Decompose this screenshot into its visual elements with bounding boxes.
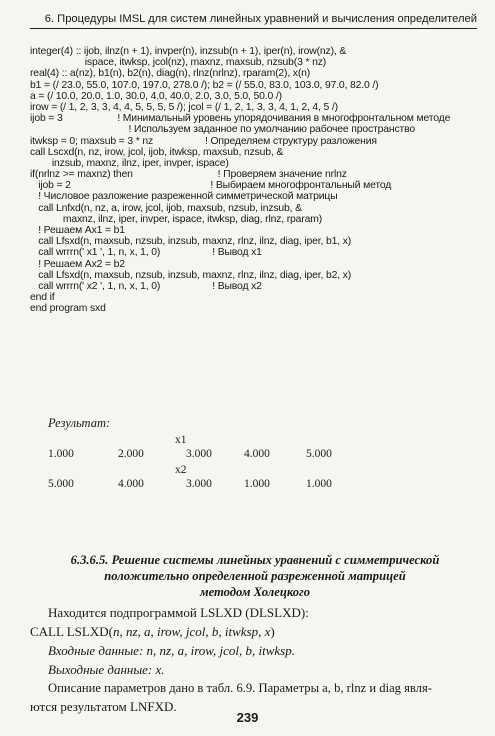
code-line: inzsub, maxnz, ilnz, iper, invper, ispace) (30, 157, 229, 169)
code-line: itwksp = 0; maxsub = 3 * nz ! Определяем структуру разложения (30, 135, 377, 147)
result-row-x2 (0, 478, 495, 492)
output-data (48, 662, 165, 678)
call-head: CALL LSLXD( (30, 624, 113, 639)
output-data-value: : x. (147, 662, 165, 677)
result-name-x2: x2 (175, 464, 187, 476)
result-value: 4.000 (244, 448, 270, 460)
code-line: a = (/ 10.0, 20.0, 1.0, 30.0, 4.0, 40.0, 2.0, 3.0, 5.0, 50.0 /) (30, 90, 282, 102)
result-value: 1.000 (48, 448, 74, 460)
code-line: ! Решаем Ax2 = b2 (30, 258, 125, 270)
result-value: 2.000 (118, 448, 144, 460)
code-line: integer(4) :: ijob, ilnz(n + 1), invper(n), inzsub(n + 1), iper(n), irow(nz), & (30, 46, 347, 57)
code-line: ijob = 3 ! Минимальный уровень упорядочивания в многофронтальном методе (30, 113, 451, 125)
result-row-x1 (0, 448, 495, 462)
input-data (48, 643, 295, 659)
section-title-line: методом Холецкого (200, 585, 310, 599)
paragraph-params-line2: ются результатом LNFXD. (30, 699, 177, 714)
code-line: maxnz, ilnz, iper, invper, ispace, itwksp, diag, rlnz, rparam) (30, 213, 323, 225)
result-value: 4.000 (118, 478, 144, 490)
output-data-label: Выходные данные (48, 662, 148, 677)
code-line: ispace, itwksp, jcol(nz), maxnz, maxsub, nzsub(3 * nz) (30, 57, 327, 69)
result-value: 3.000 (186, 478, 212, 490)
section-title-line: 6.3.6.5. Решение системы линейных уравнений с симметрической (70, 553, 440, 567)
code-line: end program sxd (30, 303, 106, 315)
code-line: ijob = 2 ! Выбираем многофронтальный метод (30, 180, 392, 192)
code-line: irow = (/ 1, 2, 3, 3, 4, 4, 5, 5, 5, 5 /); jcol = (/ 1, 2, 1, 3, 3, 4, 1, 2, 4, 5 /) (30, 101, 338, 113)
code-listing (30, 46, 478, 315)
running-header: 6. Процедуры IMSL для систем линейных уравнений и вычисления определителей (30, 6, 477, 29)
call-signature (30, 624, 275, 640)
code-line: if(nrlnz >= maxnz) then ! Проверяем значение nrlnz (30, 169, 347, 181)
section-title-line: положительно определенной разреженной матрицей (104, 569, 406, 583)
section-title (30, 552, 480, 600)
call-tail: ) (270, 624, 275, 639)
code-line: end if (30, 292, 55, 304)
result-value: 1.000 (306, 478, 332, 490)
input-data-label: Входные данные (48, 643, 139, 658)
code-line: call wrrrn(' x2 ', 1, n, x, 1, 0) ! Вывод x2 (30, 280, 262, 292)
code-line: real(4) :: a(nz), b1(n), b2(n), diag(n), rlnz(nrlnz), rparam(2), x(n) (30, 68, 311, 80)
result-value: 1.000 (244, 478, 270, 490)
code-line: call Lfsxd(n, maxsub, nzsub, inzsub, maxnz, rlnz, ilnz, diag, iper, b2, x) (30, 269, 352, 281)
result-value: 5.000 (306, 448, 332, 460)
code-line: call wrrrn(' x1 ', 1, n, x, 1, 0) ! Вывод x1 (30, 247, 262, 259)
code-line: call Lnfxd(n, nz, a, irow, jcol, ijob, maxsub, nzsub, inzsub, & (30, 202, 302, 214)
call-args: n, nz, a, irow, jcol, b, itwksp, x (112, 624, 271, 639)
code-line: call Lscxd(n, nz, irow, jcol, ijob, itwksp, maxsub, nzsub, & (30, 146, 284, 158)
code-line: call Lfsxd(n, maxsub, nzsub, inzsub, maxnz, rlnz, ilnz, diag, iper, b1, x) (30, 236, 352, 248)
page-number: 239 (236, 710, 259, 725)
result-name-x1: x1 (175, 434, 187, 446)
code-line: ! Используем заданное по умолчанию рабочее пространство (30, 124, 416, 136)
result-value: 5.000 (48, 478, 74, 490)
result-label: Результат: (48, 416, 111, 430)
result-value: 3.000 (186, 448, 212, 460)
input-data-value: : n, nz, a, irow, jcol, b, itwksp. (138, 643, 295, 658)
paragraph-intro: Находится подпрограммой LSLXD (DLSLXD): (48, 605, 309, 620)
code-line: b1 = (/ 23.0, 55.0, 107.0, 197.0, 278.0 /); b2 = (/ 55.0, 83.0, 103.0, 97.0, 82.0 /) (30, 79, 379, 91)
code-line: ! Числовое разложение разреженной симметрической матрицы (30, 191, 338, 203)
code-line: ! Решаем Ax1 = b1 (30, 225, 125, 236)
paragraph-params-line1: Описание параметров дано в табл. 6.9. Параметры a, b, rlnz и diag явля- (48, 681, 432, 695)
